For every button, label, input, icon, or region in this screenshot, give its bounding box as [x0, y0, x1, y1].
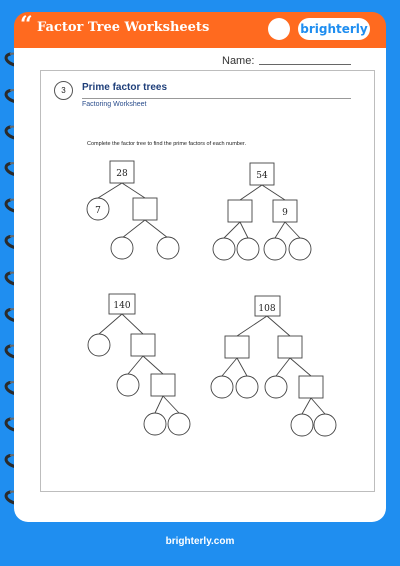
tree-circle [265, 376, 287, 398]
tree-root-label: 28 [116, 169, 128, 179]
factor-tree-140 [88, 294, 190, 435]
tree-box [278, 336, 302, 358]
factor-tree-28 [87, 161, 179, 259]
tree-circle [236, 376, 258, 398]
page-title: Factor Tree Worksheets [37, 20, 210, 35]
tree-circle [117, 374, 139, 396]
tree-box [228, 200, 252, 222]
tree-circle [168, 413, 190, 435]
tree-box [151, 374, 175, 396]
tree-circle [314, 414, 336, 436]
worksheet-subtitle: Factoring Worksheet [82, 101, 147, 108]
brighterly-logo[interactable]: brighterly [298, 18, 370, 40]
tree-box [225, 336, 249, 358]
instructions: Complete the factor tree to find the prime factors of each number. [87, 141, 246, 147]
tree-box [131, 334, 155, 356]
tree-root-label: 54 [256, 171, 268, 181]
tree-box [299, 376, 323, 398]
tree-circle [289, 238, 311, 260]
factor-tree-108 [211, 296, 336, 436]
tree-box [133, 198, 157, 220]
tree-circle [211, 376, 233, 398]
tree-circle [237, 238, 259, 260]
worksheet-title: Prime factor trees [82, 82, 168, 93]
tree-root-label: 108 [258, 304, 276, 314]
worksheet-number: 3 [54, 81, 73, 100]
tree-root-label: 140 [113, 301, 131, 311]
tree-circle [213, 238, 235, 260]
tree-circle [157, 237, 179, 259]
tree-circle [264, 238, 286, 260]
tree-factor-label: 7 [95, 206, 101, 216]
quote-icon: “ [20, 12, 33, 38]
tree-factor-label: 9 [282, 208, 288, 218]
name-label: Name: [222, 55, 255, 67]
factor-tree-54 [213, 163, 311, 260]
tree-circle [111, 237, 133, 259]
tree-circle [88, 334, 110, 356]
tree-circle [144, 413, 166, 435]
footer-site-link[interactable]: brighterly.com [165, 536, 235, 547]
tree-circle [291, 414, 313, 436]
